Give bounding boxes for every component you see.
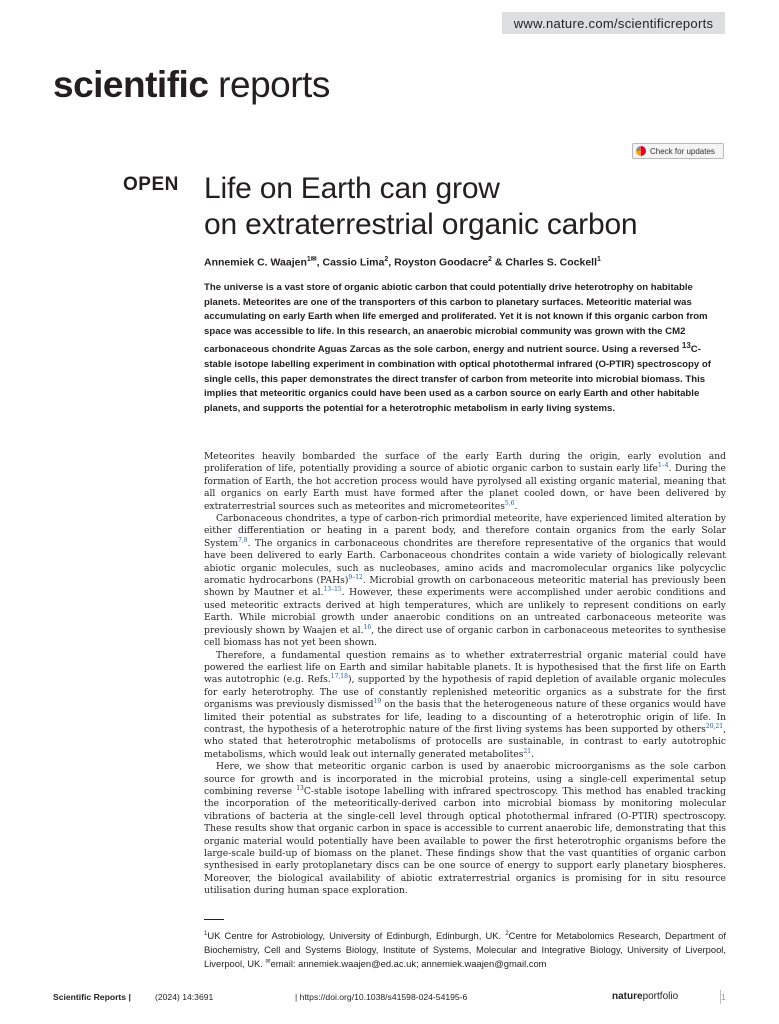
article-body [204, 451, 726, 898]
body-text: ), supported by the hypothesis of rapid depletion of available organic molecules for early heterotrophy. The use of constantly replenished meteoritic organics as a substrate for the first organisms was previously dismissed [204, 674, 726, 711]
journal-logo-bold: scientific [53, 64, 209, 105]
email-icon: ✉ [265, 958, 271, 965]
journal-url[interactable]: www.nature.com/scientificreports [513, 15, 714, 31]
footnote-divider [204, 919, 224, 920]
reference-link[interactable]: 9–12 [348, 574, 363, 581]
footer-citation: (2024) 14:3691 [155, 992, 214, 1002]
nature-portfolio-logo [612, 991, 678, 1002]
body-text: . [531, 748, 534, 760]
body-paragraph [204, 451, 726, 513]
body-text: C-stable isotope labelling with infrared spectroscopy. This method has enabled tracking the incorporation of the meteoritically-derived carbon into microbial biomass by monitoring molecular vibrations of bacteria at the single-cell level through optical photothermal infrared (O-PTIR) spectroscopy. These results show that organic carbon in space is accessible to current anaerobic life, demonstrating that this organic material would potentially have been available to power the first heterotrophic organisms before the large-scale build-up of biomass on the planet. These findings show that the vast quantities of organic carbon synthesised in early protoplanetary discs can be one source of energy to support early planetary biospheres. Moreover, the biological availability of abiotic extraterrestrial organics is promising for in situ resource utilisation during human space exploration. [204, 785, 726, 897]
author-name[interactable]: Annemiek C. Waajen [204, 256, 307, 269]
footer-doi-link[interactable]: | https://doi.org/10.1038/s41598-024-54195-6 [295, 992, 468, 1002]
author-separator: , [388, 256, 395, 269]
journal-logo [53, 66, 330, 103]
body-text: . Microbial growth on carbonaceous meteoritic material has previously been shown by Mautner et al. [204, 575, 727, 599]
journal-logo-light: reports [208, 64, 330, 105]
reference-link[interactable]: 1–4 [657, 462, 669, 470]
body-paragraph [204, 513, 726, 649]
open-access-label: OPEN [123, 174, 179, 195]
check-for-updates-label: Check for updates [650, 146, 715, 156]
author-name[interactable]: Charles S. Cockell [505, 256, 597, 269]
abstract-text: The universe is a vast store of organic abiotic carbon that could potentially drive heterotrophy on habitable planets. Meteorites are one of the transporters of this carbon to planetary surfaces. Meteoritic material was accumulating on early Earth when life emerged and proliferated. Yet it is not known if this organic carbon from space was accessible to life. In this research, an anaerobic microbial community was grown with the CM2 carbonaceous chondrite Aguas Zarcas as the sole carbon, energy and nutrient source. Using a reversed [204, 282, 708, 356]
body-paragraph [204, 650, 726, 762]
body-text: Here, we show that meteoritic organic carbon is used by anaerobic microorganisms as the sole carbon source for growth and is incorporated in the microbial proteins, using a single-cell experimental setup combining reverse [204, 761, 726, 797]
abstract [204, 281, 726, 417]
page-number: 1 [721, 992, 726, 1002]
article-title-line1: Life on Earth can grow [204, 172, 500, 205]
body-text: , the direct use of organic carbon in carbonaceous meteorites to synthesise cell biomass has not yet been shown. [204, 624, 726, 649]
reference-link[interactable]: 17,18 [330, 673, 348, 681]
reference-link[interactable]: 13–15 [323, 586, 342, 594]
body-text: Carbonaceous chondrites, a type of carbon-rich primordial meteorite, have experienced limited alteration by either differentiation or heating in a parent body, and therefore contain organics from the early Solar System [204, 513, 726, 549]
author-affiliation: 2 [488, 256, 492, 263]
article-title [204, 171, 744, 243]
body-paragraph [204, 761, 726, 897]
isotope-superscript: 13 [681, 341, 691, 351]
reference-link[interactable]: 16 [363, 623, 372, 631]
crossmark-icon [636, 146, 646, 156]
correspondence-email[interactable]: email: annemiek.waajen@ed.ac.uk; annemiek.waajen@gmail.com [270, 958, 547, 970]
article-title-line2: on extraterrestrial organic carbon [204, 208, 638, 241]
footer-journal-name: Scientific Reports | [53, 992, 131, 1002]
author-separator: & [491, 256, 506, 269]
body-text: Meteorites heavily bombarded the surface of the early Earth during the origin, early evolution and proliferation of life, potentially providing a source of abiotic organic carbon to sustain early life [204, 451, 726, 475]
body-text: . However, these experiments were accomplished under aerobic conditions and used meteoritic extracts derived at high temperatures, which are unlikely to represent conditions on early Earth. While microbial growth under anaerobic conditions on an untreated carbonaceous meteorite was previously shown by Waajen et al. [204, 587, 726, 636]
brand-bold: nature [612, 991, 643, 1002]
affiliation-number: 2 [505, 931, 509, 937]
affiliation-text: UK Centre for Astrobiology, University of Edinburgh, Edinburgh, UK. [207, 930, 506, 942]
affiliation-text: Centre for Metabolomics Research, Department of Biochemistry, Cell and Systems Biology, Institute of Systems, Molecular and Integrative Biology, University of Liverpool, Liverpool, UK. [204, 930, 726, 970]
author-name[interactable]: Cassio Lima [322, 256, 385, 269]
affiliation-number: 1 [204, 931, 208, 937]
check-for-updates-button[interactable] [632, 143, 724, 159]
abstract-text: C-stable isotope labelling experiment in combination with optical photothermal infrared (O-PTIR) spectroscopy of single cells, this paper demonstrates the direct transfer of carbon from meteorite into microbial biomass. This implies that meteoritic organics could have been used as a carbon source on early Earth and other habitable planets, and supports the potential for a heterotrophic metabolism in early living systems. [204, 344, 711, 414]
body-text: on the basis that the heterogeneous nature of these organics would have limited their potential as substrates for life, leading to a discounting of a heterotrophic origin of life. In contrast, the hypothesis of a heterotrophic nature of the first living systems has been supported by others [204, 699, 726, 735]
author-name[interactable]: Royston Goodacre [394, 256, 489, 269]
body-text: . During the formation of Earth, the hot accretion process would have pyrolysed all existing organic material, meaning that all organics on early Earth must have formed after the planet cooled down, or have been delivered by extraterrestrial sources such as meteorites and micrometeorites [204, 463, 726, 512]
author-affiliation: 1✉ [306, 256, 317, 263]
affiliations-footnote [204, 928, 726, 970]
reference-link[interactable]: 21 [523, 747, 532, 755]
journal-url-banner[interactable] [502, 12, 725, 34]
body-text: , who stated that heterotrophic metabolisms of protocells are sustainable, in contrast to early autotrophic metabolisms, which would leak out internally generated metabolites [204, 723, 726, 760]
author-affiliation: 1 [597, 256, 601, 263]
author-separator: , [316, 256, 323, 269]
author-affiliation: 2 [384, 256, 389, 263]
body-text: Therefore, a fundamental question remains as to whether extraterrestrial organic material could have powered the earliest life on Earth and similar habitable planets. It is hypothesised that the first life on Earth was autotrophic (e.g. Refs. [204, 649, 726, 686]
reference-link[interactable]: 19 [373, 698, 382, 706]
body-text: . [514, 500, 518, 512]
brand-light: portfolio [642, 991, 679, 1002]
reference-link[interactable]: 5,6 [504, 499, 515, 507]
isotope-superscript: 13 [296, 784, 304, 792]
reference-link[interactable]: 7,8 [238, 536, 248, 544]
author-list [204, 255, 744, 269]
body-text: . The organics in carbonaceous chondrites are therefore representative of the organics that would have been delivered to early Earth. Carbonaceous chondrites contain a wide variety of biologically relevant abiotic organic molecules, such as nucleobases, amino acids and macromolecular organics like polycyclic aromatic hydrocarbons (PAHs) [204, 537, 726, 587]
reference-link[interactable]: 20,21 [705, 722, 724, 730]
page-footer [53, 992, 725, 1006]
